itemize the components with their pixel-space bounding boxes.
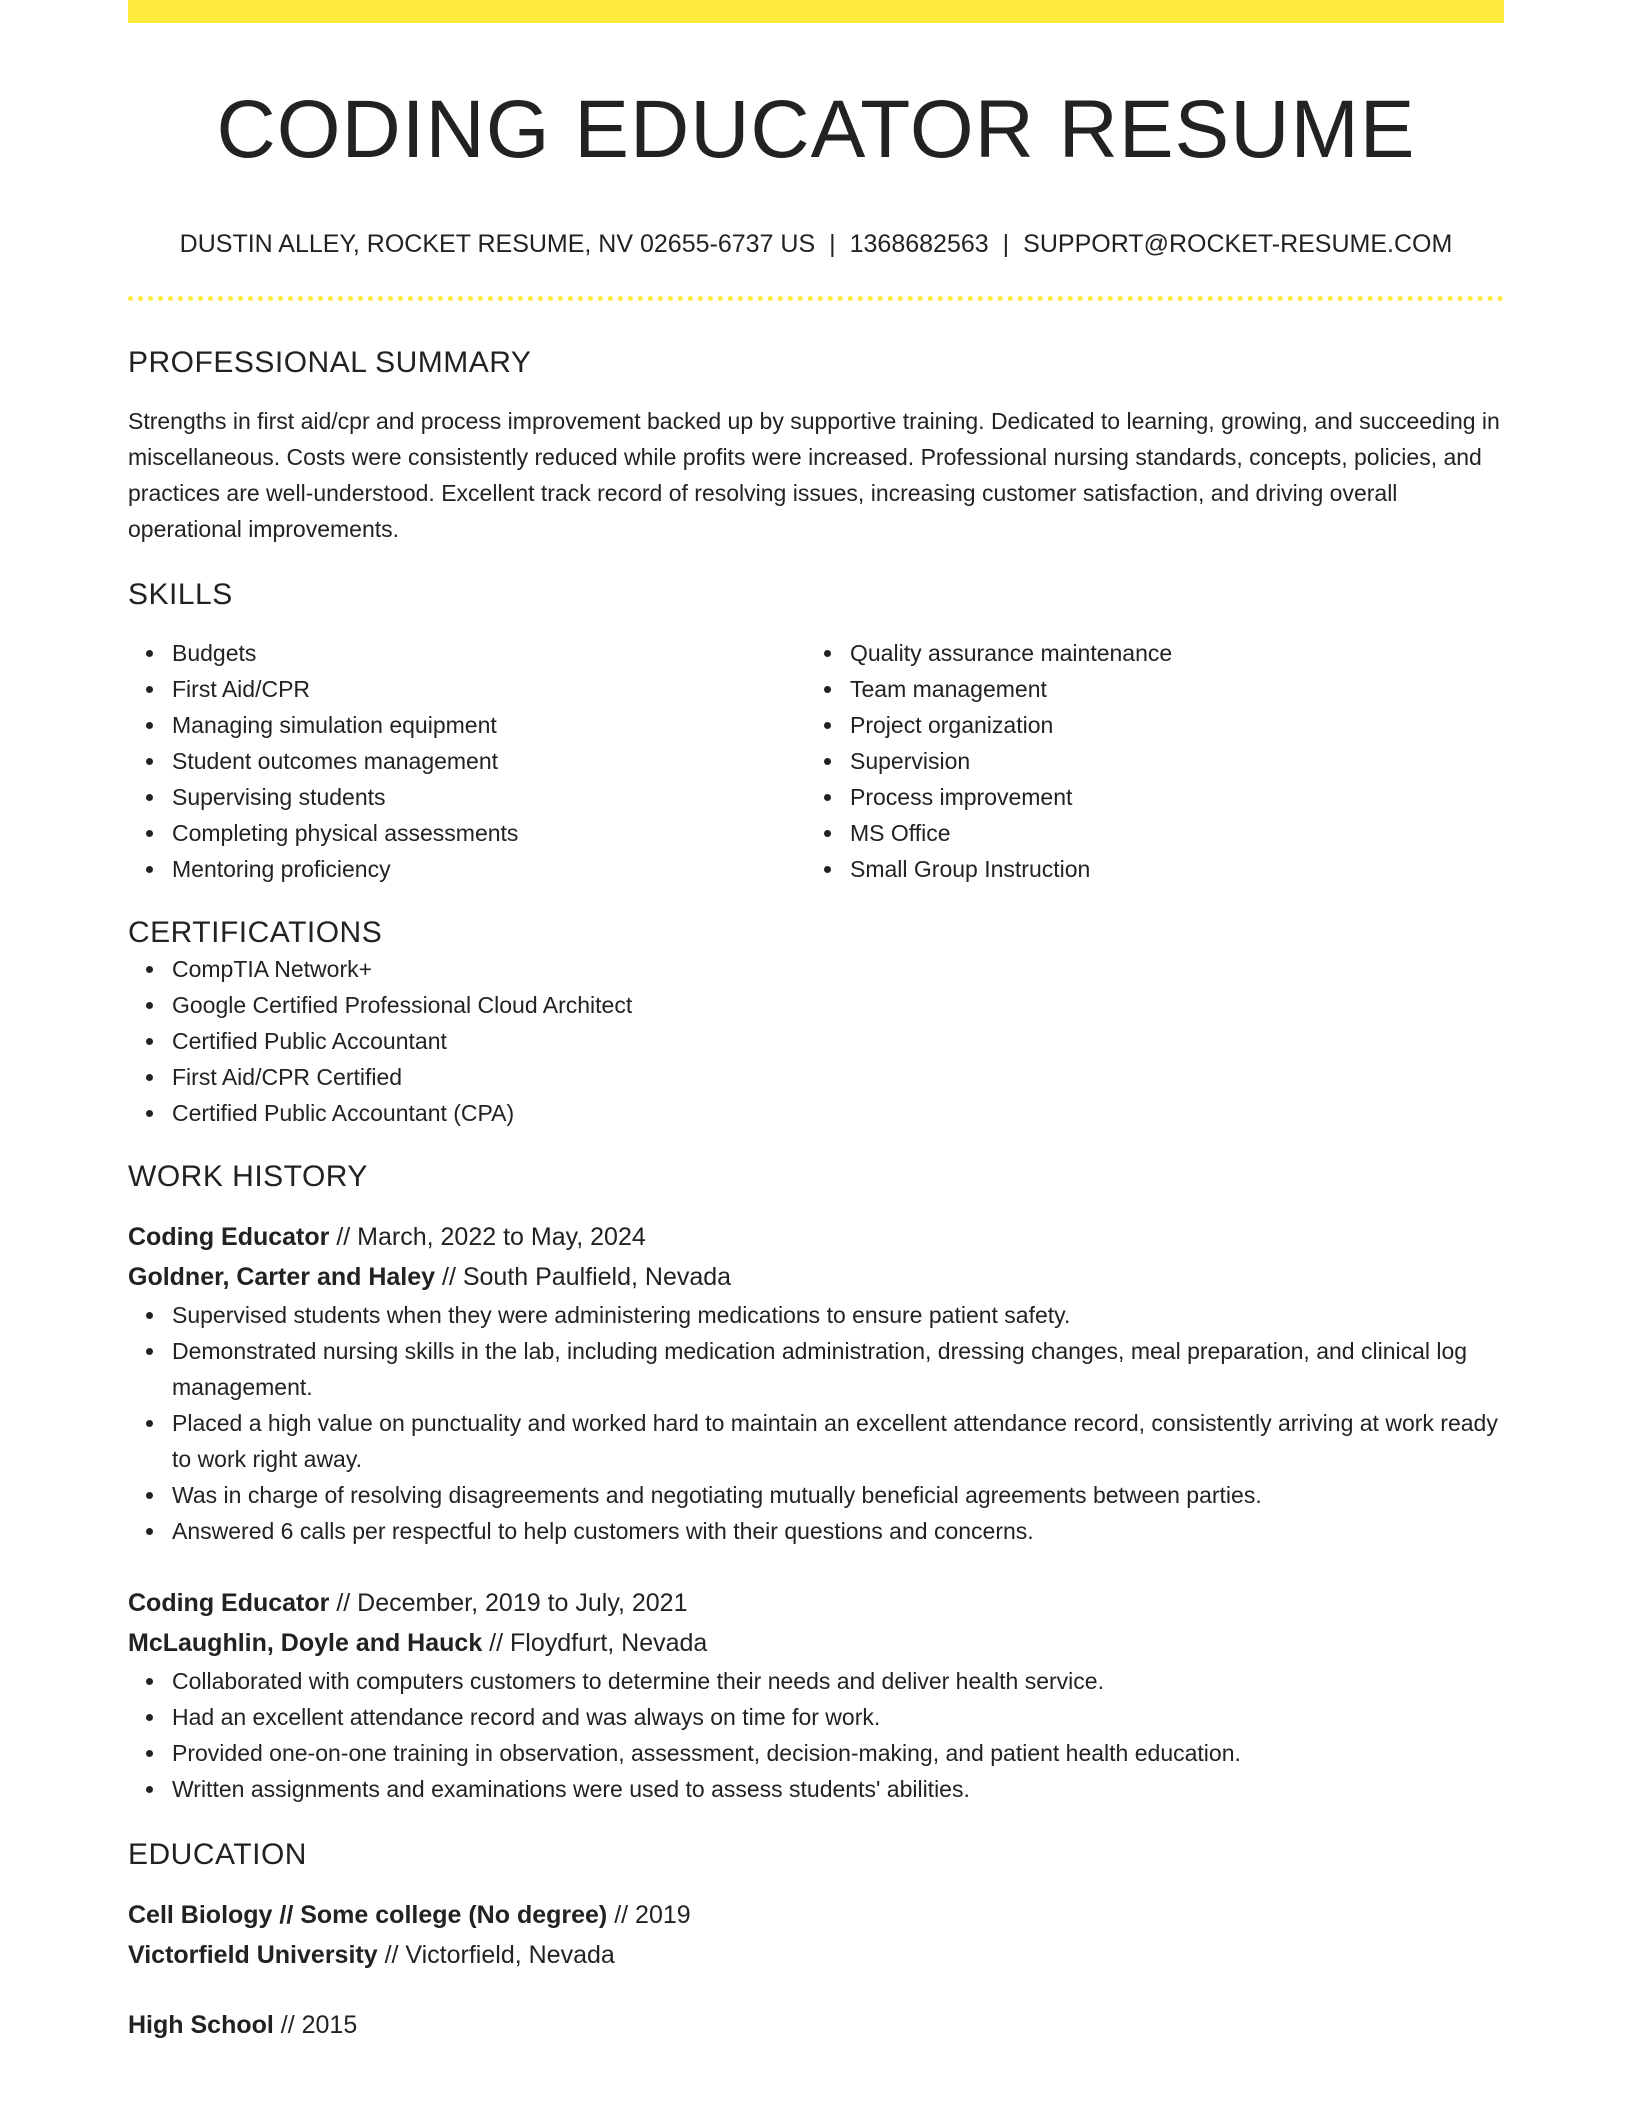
education-degree-line (128, 2005, 1504, 2045)
job-dates: // December, 2019 to July, 2021 (329, 1589, 688, 1618)
skills-list-right (806, 635, 1484, 887)
resume-page (128, 0, 1504, 2045)
job-location: // South Paulfield, Nevada (435, 1263, 732, 1292)
skill-item: Budgets (172, 635, 806, 671)
education-entry (128, 2005, 1504, 2045)
dotted-divider (128, 296, 1504, 301)
skill-item: Mentoring proficiency (172, 851, 806, 887)
job-duty: Provided one-on-one training in observation, assessment, decision-making, and patient health education. (172, 1735, 1504, 1771)
certification-item: Certified Public Accountant (172, 1023, 1504, 1059)
contact-address: DUSTIN ALLEY, ROCKET RESUME, NV 02655-6737 US (179, 230, 816, 259)
skills-column-right (806, 635, 1484, 887)
skill-item: Process improvement (850, 779, 1484, 815)
job-duty: Written assignments and examinations were used to assess students' abilities. (172, 1771, 1504, 1807)
skill-item: Managing simulation equipment (172, 707, 806, 743)
education-school-line (128, 1935, 1504, 1975)
certifications-heading: CERTIFICATIONS (128, 916, 383, 950)
education-year: // 2019 (607, 1901, 691, 1930)
job-location: // Floydfurt, Nevada (482, 1629, 708, 1658)
job-employer: Goldner, Carter and Haley (128, 1263, 436, 1292)
skill-item: Student outcomes management (172, 743, 806, 779)
skills-list-left (128, 635, 806, 887)
skill-item: Small Group Instruction (850, 851, 1484, 887)
education-school: Victorfield University (128, 1941, 378, 1970)
job-title-line (128, 1217, 1504, 1257)
job-title-line (128, 1583, 1504, 1623)
skill-item: Project organization (850, 707, 1484, 743)
job-entry (128, 1583, 1504, 1807)
skill-item: First Aid/CPR (172, 671, 806, 707)
education-heading: EDUCATION (128, 1838, 307, 1872)
certification-item: Google Certified Professional Cloud Architect (172, 987, 1504, 1023)
summary-text: Strengths in first aid/cpr and process improvement backed up by supportive training. Dedicated to learning, growing, and succeeding in miscellaneous. Costs were consistently reduced while profits were increased. Professional nursing standards, concepts, policies, and practices are well-understood. Excellent track record of resolving issues, increasing customer satisfaction, and driving overall operational improvements. (128, 408, 1500, 543)
education-entry (128, 1895, 1504, 1975)
summary-heading: PROFESSIONAL SUMMARY (128, 346, 532, 380)
job-title: Coding Educator (128, 1589, 330, 1618)
job-duty: Was in charge of resolving disagreements and negotiating mutually beneficial agreements between parties. (172, 1477, 1504, 1513)
skill-item: MS Office (850, 815, 1484, 851)
job-duties-list (128, 1663, 1504, 1807)
certification-item: CompTIA Network+ (172, 951, 1504, 987)
resume-title: CODING EDUCATOR RESUME (216, 84, 1416, 175)
education-degree: Cell Biology // Some college (No degree) (128, 1901, 608, 1930)
work-history-heading: WORK HISTORY (128, 1160, 368, 1194)
contact-separator: | (1002, 230, 1010, 259)
contact-phone: 1368682563 (849, 230, 989, 259)
contact-separator: | (829, 230, 836, 259)
job-duty: Supervised students when they were administering medications to ensure patient safety. (172, 1297, 1504, 1333)
job-employer-line (128, 1257, 1504, 1297)
skill-item: Completing physical assessments (172, 815, 806, 851)
education-degree: High School (128, 2011, 274, 2040)
job-duty: Collaborated with computers customers to determine their needs and deliver health service. (172, 1663, 1504, 1699)
education-location: // Victorfield, Nevada (377, 1941, 615, 1970)
skills-heading: SKILLS (128, 578, 233, 612)
skill-item: Supervising students (172, 779, 806, 815)
contact-line (128, 229, 1504, 259)
job-duty: Answered 6 calls per respectful to help customers with their questions and concerns. (172, 1513, 1504, 1549)
certification-item: Certified Public Accountant (CPA) (172, 1095, 1504, 1131)
skills-column-left (128, 635, 806, 887)
contact-email: SUPPORT@ROCKET-RESUME.COM (1023, 230, 1453, 259)
education-degree-line (128, 1895, 1504, 1935)
job-title: Coding Educator (128, 1223, 330, 1252)
skill-item: Supervision (850, 743, 1484, 779)
job-duties-list (128, 1297, 1504, 1549)
skills-grid (128, 635, 1504, 887)
job-dates: // March, 2022 to May, 2024 (329, 1223, 646, 1252)
certifications-list (128, 951, 1504, 1131)
job-employer-line (128, 1623, 1504, 1663)
accent-top-bar (128, 0, 1504, 23)
skill-item: Team management (850, 671, 1484, 707)
job-entry (128, 1217, 1504, 1549)
job-duty: Placed a high value on punctuality and worked hard to maintain an excellent attendance record, consistently arriving at work ready to work right away. (172, 1405, 1504, 1477)
job-employer: McLaughlin, Doyle and Hauck (128, 1629, 483, 1658)
job-duty: Demonstrated nursing skills in the lab, including medication administration, dressing changes, meal preparation, and clinical log management. (172, 1333, 1504, 1405)
skill-item: Quality assurance maintenance (850, 635, 1484, 671)
education-year: // 2015 (273, 2011, 358, 2040)
certification-item: First Aid/CPR Certified (172, 1059, 1504, 1095)
job-duty: Had an excellent attendance record and was always on time for work. (172, 1699, 1504, 1735)
